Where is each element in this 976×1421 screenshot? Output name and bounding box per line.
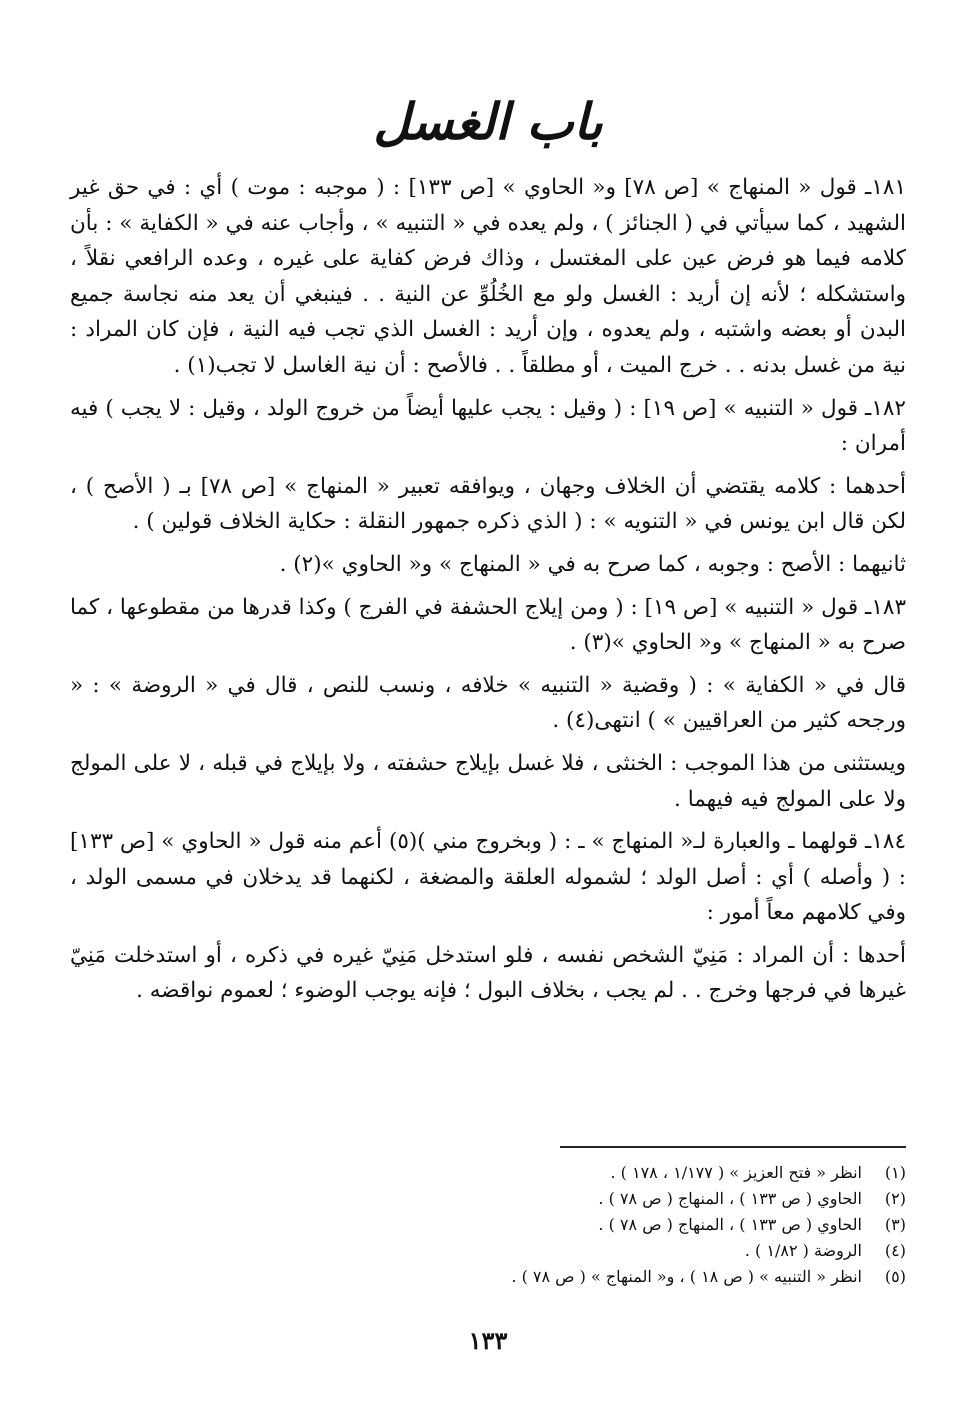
footnote	[70, 1212, 906, 1238]
text-line: أحدهما : كلامه يقتضي أن الخلاف وجهان ، ويوافقه تعبير « المنهاج » [ص ٧٨] بـ ( الأصح ) ،	[70, 473, 906, 499]
footnote-divider	[560, 1146, 906, 1148]
paragraph-exception	[70, 746, 906, 817]
footnote	[70, 1160, 906, 1186]
footnote-text: الحاوي ( ص ١٣٣ ) ، المنهاج ( ص ٧٨ ) .	[598, 1189, 862, 1208]
footnote-number: (٤)	[884, 1241, 906, 1260]
text-line: كلامه فيما هو فرض عين على المغتسل ، وذاك فرض كفاية على غيره ، وعده الرافعي نقلاً ،	[70, 246, 906, 272]
footnote	[70, 1264, 906, 1290]
text-line: ١٨٢ـ قول « التنبيه » [ص ١٩] : ( وقيل : يجب عليها أيضاً من خروج الولد ، وقيل : لا يجب )	[105, 395, 906, 421]
footnote-number: (٢)	[884, 1189, 906, 1208]
footnote-number: (٣)	[884, 1215, 906, 1234]
text-line: ١٨١ـ قول « المنهاج » [ص ٧٨] و« الحاوي » [ص ١٣٣] : ( موجبه : موت ) أي : في حق غير	[70, 175, 906, 200]
footnotes	[70, 1160, 906, 1290]
text-line: ويستثنى من هذا الموجب : الخنثى ، فلا غسل بإيلاج حشفته ، ولا بإيلاج في قبله ، لا على	[133, 750, 906, 776]
text-line: « ورجحه كثير من العراقيين » ) انتهى(٤) .	[70, 672, 906, 734]
footnote	[70, 1186, 906, 1212]
paragraph-181	[70, 170, 906, 384]
paragraph-first-matter	[70, 469, 906, 540]
text-line: فيه أمران :	[70, 395, 906, 457]
text-line: ١٣٣] : ( وأصله ) أي : أصل الولد ؛ لشموله العلقة والمضغة ، لكنهما قد يدخلان في مسمى	[70, 829, 907, 890]
text-line: المولج ولا على المولج فيه فيهما .	[70, 750, 906, 812]
paragraph-second-matter	[70, 547, 906, 583]
page-number: ١٣٣	[468, 1326, 508, 1355]
text-line: ثانيهما : الأصح : وجوبه ، كما صرح به في « المنهاج » و« الحاوي »(٢) .	[279, 551, 906, 577]
text-line: ١٨٤ـ قولهما ـ والعبارة لـ« المنهاج » ـ : ( وبخروج مني )(٥) أعم منه قول « الحاوي » [ص	[119, 829, 907, 855]
paragraph-182	[70, 391, 906, 462]
paragraph-184	[70, 824, 906, 931]
footnote-text: الحاوي ( ص ١٣٣ ) ، المنهاج ( ص ٧٨ ) .	[598, 1215, 862, 1234]
text-line: لكن قال ابن يونس في « التنويه » : ( الذي ذكره جمهور النقلة : حكاية الخلاف قولين ) .	[132, 509, 906, 535]
footnote-number: (١)	[884, 1163, 906, 1182]
text-line: أحدها : أن المراد : مَنِيّ الشخص نفسه ، فلو استدخل مَنِيّ غيره في ذكره ، أو استدخلت مَنِيّ	[70, 942, 906, 968]
footnote-number: (٥)	[884, 1267, 906, 1286]
chapter-title: باب الغسل	[373, 92, 603, 151]
text-line: قال في « الكفاية » : ( وقضية « التنبيه » خلافه ، ونسب للنص ، قال في « الروضة » :	[92, 672, 906, 698]
paragraph-183	[70, 590, 906, 661]
text-line: ١٨٣ـ قول « التنبيه » [ص ١٩] : ( ومن إيلاج الحشفة في الفرج ) وكذا قدرها من مقطوعها ، كما	[70, 594, 906, 620]
footnote	[70, 1238, 906, 1264]
text-line: غسل بدنه . . خرج الميت ، أو مطلقاً . . فالأصح : أن نية الغاسل لا تجب(١) .	[173, 352, 841, 378]
paragraph-kifaya	[70, 668, 906, 739]
footnote-text: الروضة ( ١/٨٢ ) .	[744, 1241, 862, 1260]
text-line: الشهيد ، كما سيأتي في ( الجنائز ) ، ولم يعده في « التنبيه » ، وأجاب عنه في « الكفاية » : بأن	[70, 210, 906, 236]
body-text	[70, 170, 906, 1009]
footnote-text: انظر « التنبيه » ( ص ١٨ ) ، و« المنهاج » ( ص ٧٨ ) .	[511, 1267, 862, 1286]
paragraph-first-of-184	[70, 938, 906, 1009]
text-line: واستشكله ؛ لأنه إن أريد : الغسل ولو مع الخُلُوِّ عن النية . . فينبغي أن يعد منه نجاسة جميع البدن	[70, 281, 906, 343]
text-line: الولد ، وفي كلامهم معاً أمور :	[70, 864, 906, 926]
footnote-text: انظر « فتح العزيز » ( ١/١٧٧ ، ١٧٨ ) .	[610, 1163, 862, 1182]
text-line: أو بعضه واشتبه ، ولم يعدوه ، وإن أريد : الغسل الذي تجب فيه النية ، فإن كان المراد : نية من	[70, 317, 906, 378]
text-line: صرح به « المنهاج » و« الحاوي »(٣) .	[569, 630, 906, 656]
text-line: غيرها في فرجها وخرج . . لم يجب ، بخلاف البول ؛ فإنه يوجب الوضوء ؛ لعموم نواقضه .	[136, 978, 906, 1004]
